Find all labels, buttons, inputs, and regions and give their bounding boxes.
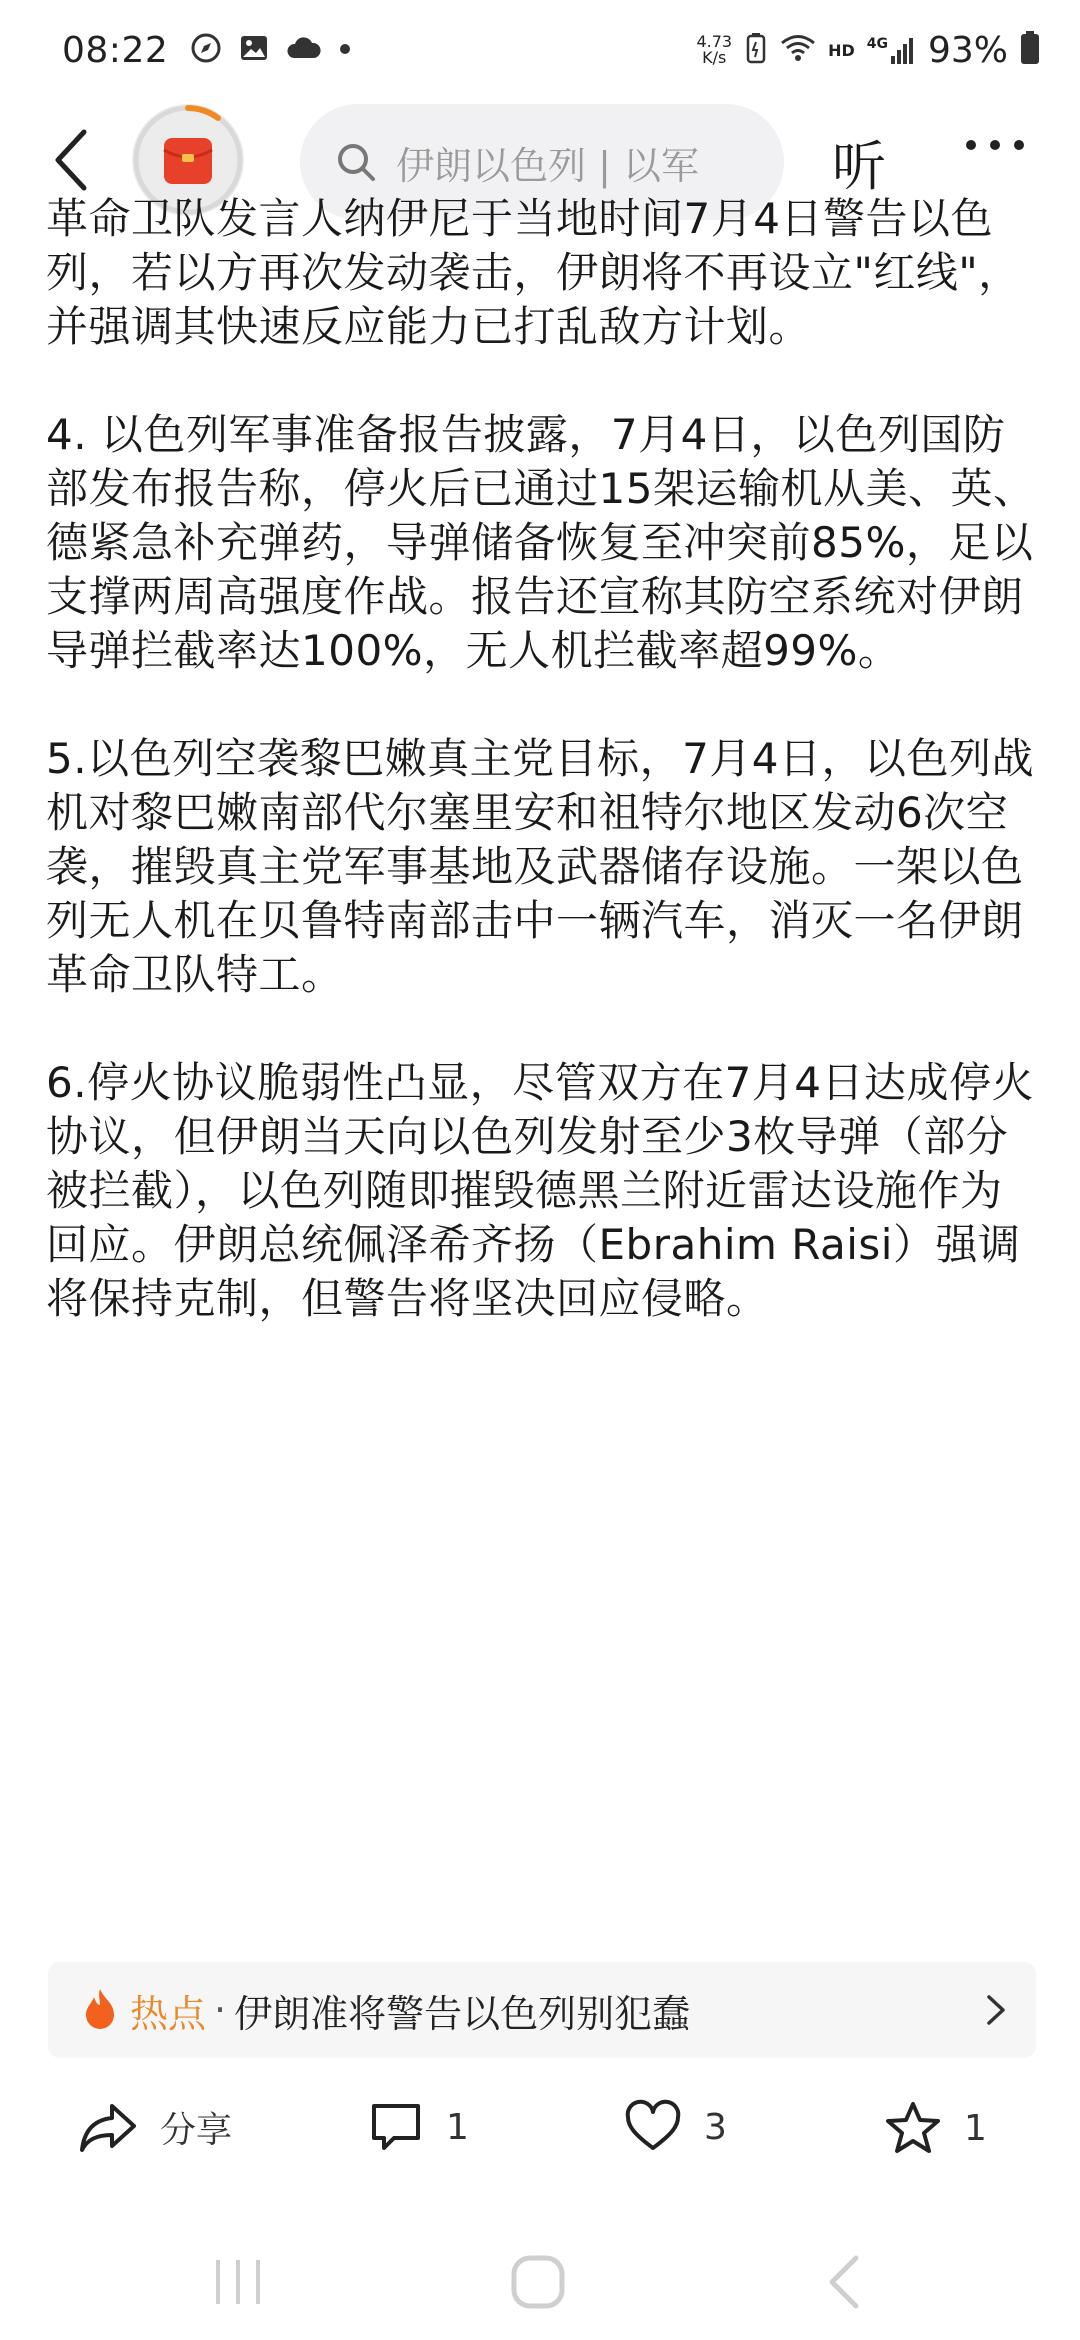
hd-tag: HD: [828, 40, 855, 60]
search-icon: [336, 142, 376, 182]
heart-icon: [624, 2100, 682, 2154]
like-button[interactable]: [624, 2100, 727, 2154]
wifi-icon: [780, 33, 816, 67]
like-count: 3: [704, 2106, 727, 2148]
more-options-icon[interactable]: [966, 140, 1024, 150]
action-bar: [0, 2080, 1080, 2190]
battery-saver-icon: [744, 32, 768, 68]
favorite-count: 1: [964, 2107, 987, 2149]
share-button[interactable]: [78, 2100, 232, 2154]
dot-icon: [338, 41, 352, 60]
back-button[interactable]: [40, 124, 104, 196]
system-back-button[interactable]: [824, 2254, 864, 2314]
compass-icon: [190, 32, 222, 68]
share-icon: [78, 2100, 138, 2154]
notification-icons: [190, 32, 352, 68]
comment-button[interactable]: [368, 2100, 469, 2154]
article-body: [46, 194, 1036, 1380]
home-button[interactable]: [508, 2254, 568, 2314]
hot-topic-text: 伊朗准将警告以色列别犯蠢: [234, 1991, 691, 2036]
status-time: 08:22: [62, 29, 169, 71]
cloud-icon: [286, 34, 322, 66]
battery-percent: 93%: [927, 29, 1008, 71]
status-bar: [0, 0, 1080, 100]
back-chevron-icon: [824, 2254, 864, 2310]
battery-icon: [1020, 31, 1040, 69]
comment-icon: [368, 2100, 424, 2154]
article-paragraph: 5.以色列空袭黎巴嫩真主党目标，7月4日，以色列战机对黎巴嫩南部代尔塞里安和祖特尔地区发动6次空袭，摧毁真主党军事基地及武器储存设施。一架以色列无人机在贝鲁特南部击中一辆汽车，消灭一名伊朗革命卫队特工。: [46, 734, 1035, 999]
net-speed-unit: K/s: [702, 48, 727, 67]
gallery-icon: [238, 32, 270, 68]
home-icon: [508, 2254, 568, 2310]
favorite-button[interactable]: [884, 2100, 987, 2156]
system-icons: [696, 30, 1040, 71]
recent-apps-button[interactable]: [208, 2254, 268, 2314]
listen-button[interactable]: 听: [832, 135, 886, 198]
signal-icon: [867, 36, 916, 64]
search-placeholder: 伊朗以色列 | 以军: [396, 143, 699, 188]
article-scroll-area[interactable]: [0, 194, 1080, 1938]
star-icon: [884, 2100, 942, 2156]
article-paragraph: 革命卫队发言人纳伊尼于当地时间7月4日警告以色列，若以方再次发动袭击，伊朗将不再设立"红线"，并强调其快速反应能力已打乱敌方计划。: [46, 194, 1021, 351]
net-speed: [696, 34, 732, 66]
hot-topic-bar[interactable]: [48, 1962, 1036, 2058]
flame-icon: [80, 1987, 120, 2033]
chevron-right-icon: [984, 1992, 1008, 2028]
net-speed-value: 4.73: [696, 32, 733, 51]
hot-topic-separator: ·: [214, 1988, 227, 2032]
article-paragraph: 4. 以色列军事准备报告披露，7月4日，以色列国防部发布报告称，停火后已通过15架运输机从美、英、德紧急补充弹药，导弹储备恢复至冲突前85%，足以支撑两周高强度作战。报告还宣称其防空系统对伊朗导弹拦截率达100%，无人机拦截率超99%。: [46, 410, 1036, 675]
article-paragraph: 6.停火协议脆弱性凸显，尽管双方在7月4日达成停火协议，但伊朗当天向以色列发射至少3枚导弹（部分被拦截），以色列随即摧毁德黑兰附近雷达设施作为回应。伊朗总统佩泽希齐扬（Ebrahim Raisi）强调将保持克制，但警告将坚决回应侵略。: [46, 1058, 1035, 1323]
network-type: 4G: [866, 36, 888, 52]
recents-icon: [208, 2254, 268, 2310]
comment-count: 1: [446, 2106, 469, 2148]
hot-topic-label: 热点: [130, 1991, 207, 2036]
share-label: 分享: [160, 2109, 233, 2151]
system-nav-bar: [0, 2230, 1080, 2340]
back-arrow-icon: [52, 128, 92, 192]
